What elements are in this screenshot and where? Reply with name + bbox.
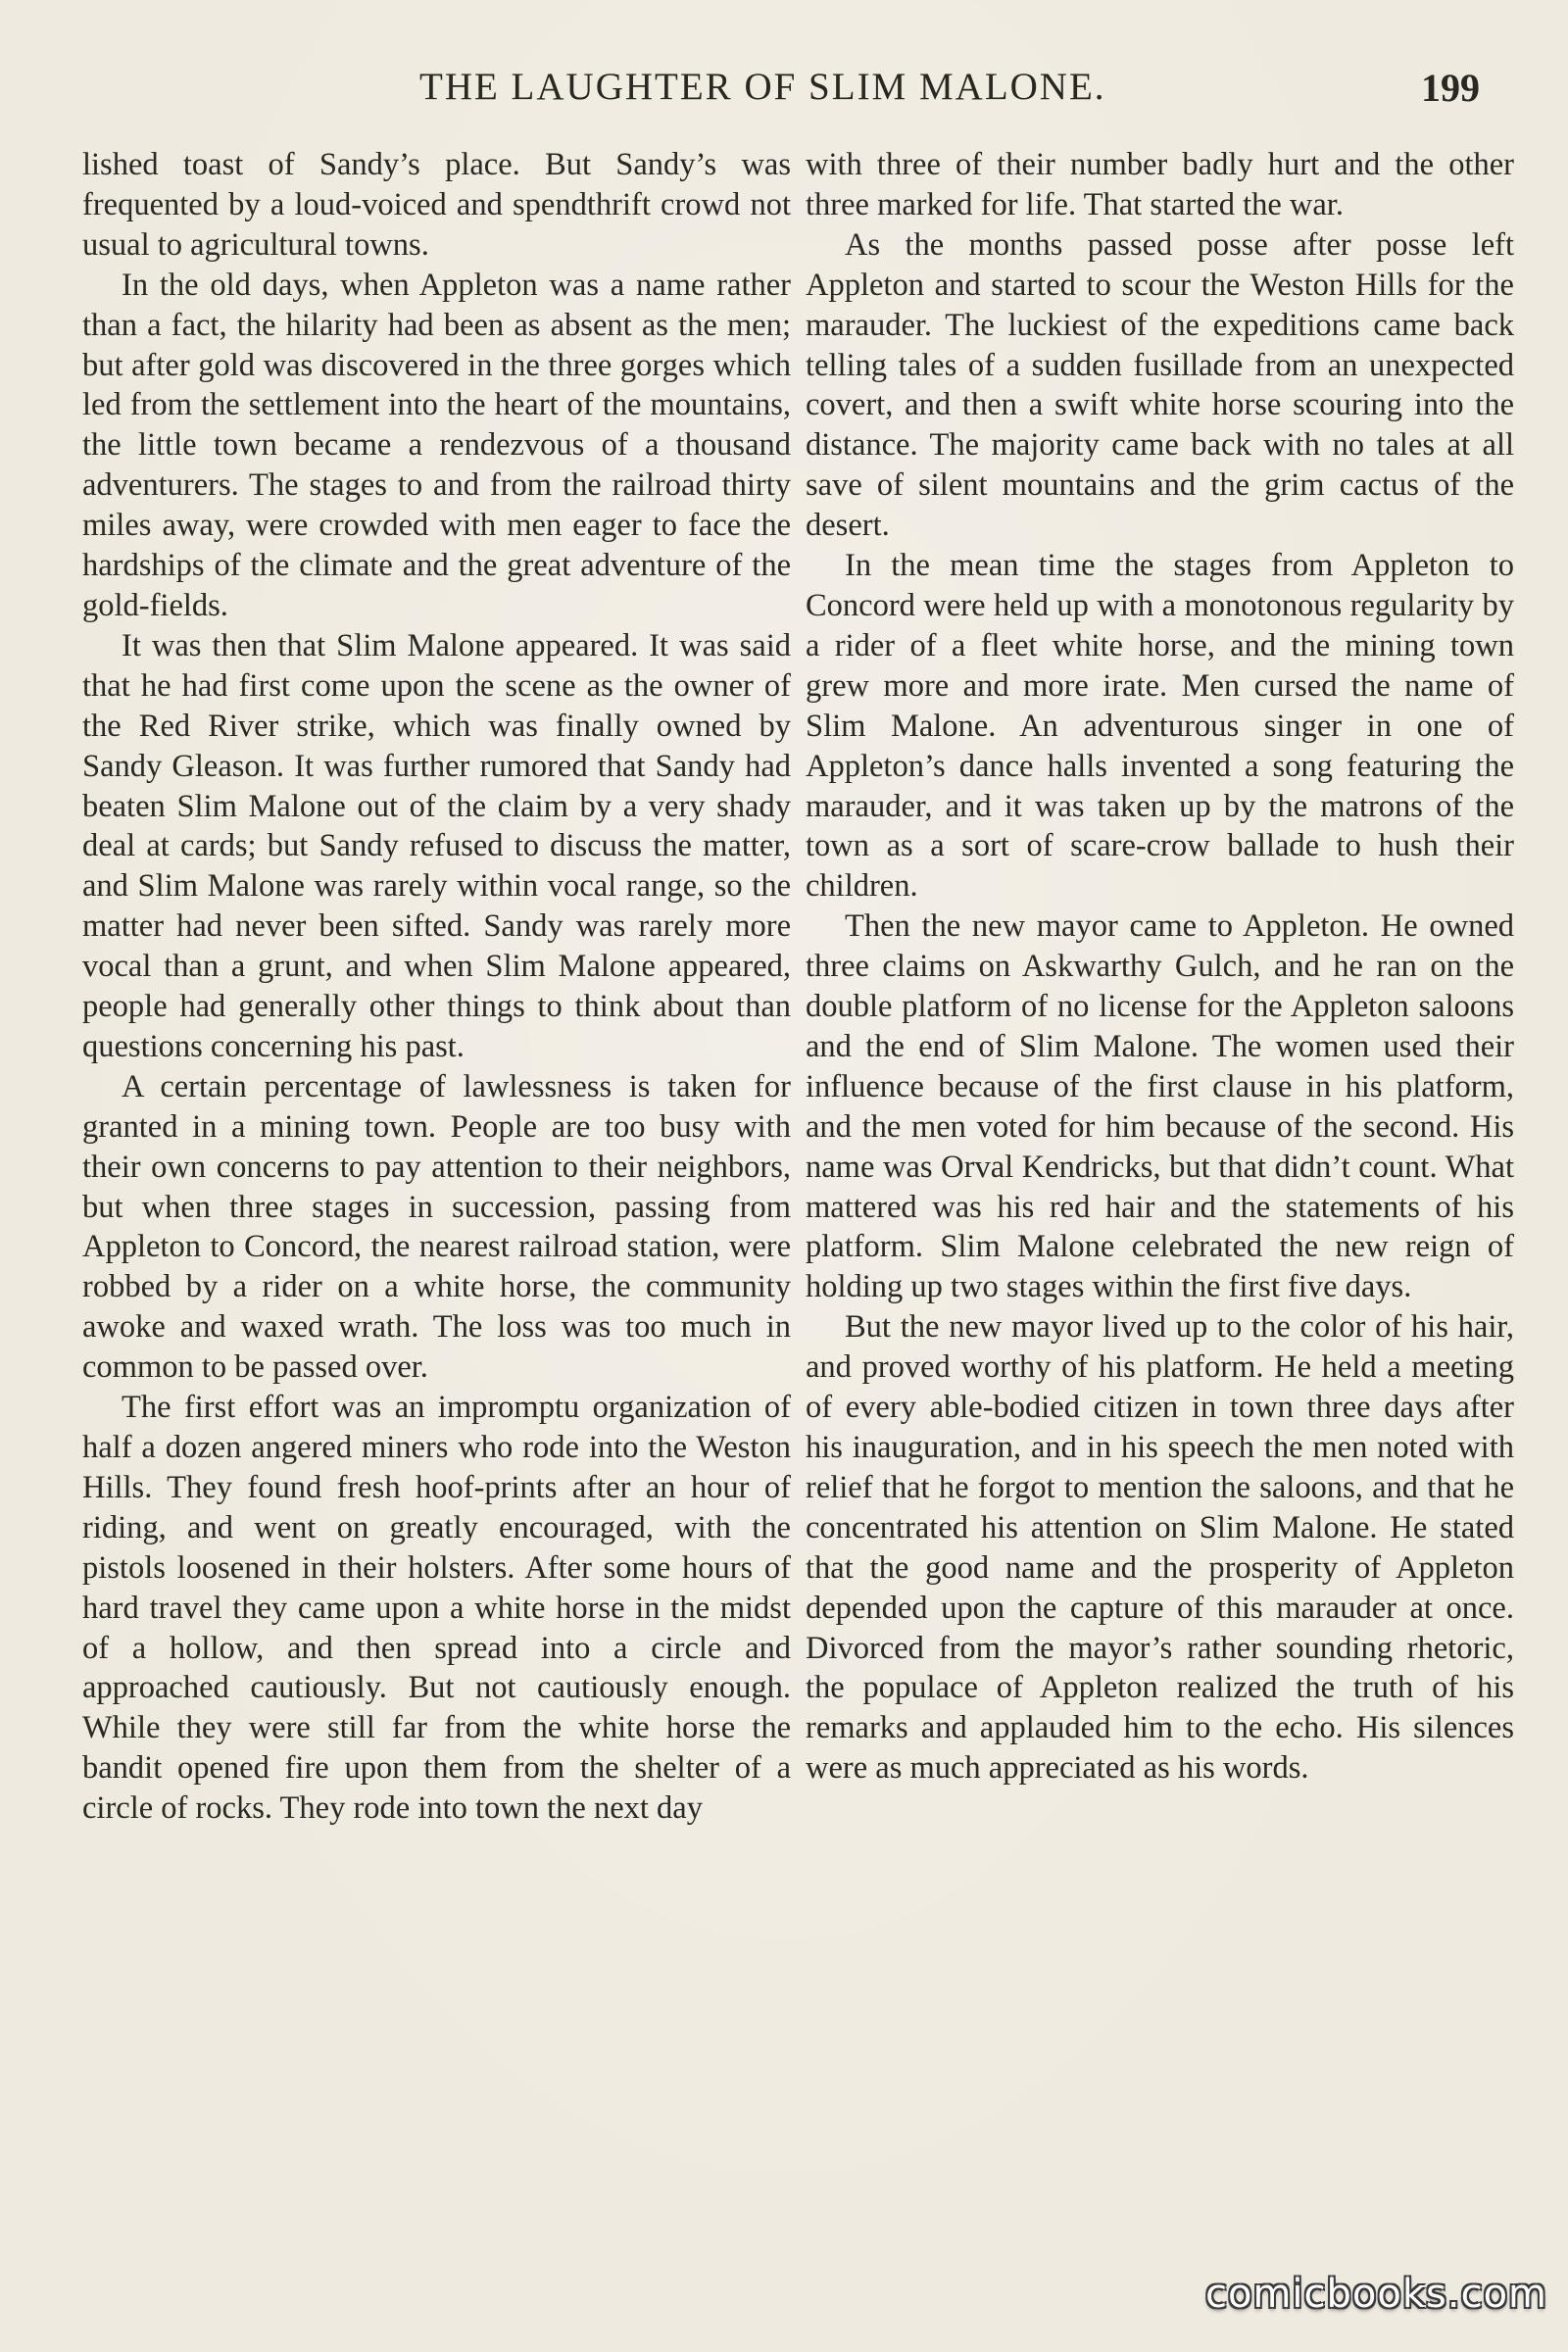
- right-column: [806, 145, 1514, 1788]
- paragraph: with three of their number badly hurt and the other three marked for life. That started the war.: [806, 147, 1514, 222]
- paragraph: The first effort was an impromptu organization of half a dozen angered miners who rode into the Weston Hills. They found fresh hoof-prints after an hour of riding, and went on greatly encouraged, with the pistols loosened in their holsters. After some hours of hard travel they came upon a white horse in the midst of a hollow, and then spread into a circle and approached cautiously. But not cautiously enough. While they were still far from the white horse the bandit opened fire upon them from the shelter of a circle of rocks. They rode into town the next day: [82, 1390, 791, 1827]
- left-column: [82, 145, 791, 1829]
- paragraph: lished toast of Sandy’s place. But Sandy’s was frequented by a loud-voiced and spendthrift crowd not usual to agricultural towns.: [82, 147, 791, 263]
- paragraph: A certain percentage of lawlessness is taken for granted in a mining town. People are too busy with their own concerns to pay attention to their neighbors, but when three stages in succession, passing from Appleton to Concord, the nearest railroad station, were robbed by a rider on a white horse, the community awoke and waxed wrath. The loss was too much in common to be passed over.: [82, 1068, 791, 1386]
- paragraph: Then the new mayor came to Appleton. He owned three claims on Askwarthy Gulch, and he ran on the double platform of no license for the Appleton saloons and the end of Slim Malone. The women used their influence because of the first clause in his platform, and the men voted for him because of the second. His name was Orval Kendricks, but that didn’t count. What mattered was his red hair and the statements of his platform. Slim Malone celebrated the new reign of holding up two stages within the first five days.: [806, 908, 1514, 1305]
- page-number: 199: [1421, 66, 1480, 110]
- running-head: [0, 65, 1568, 123]
- running-title: THE LAUGHTER OF SLIM MALONE.: [419, 66, 1106, 108]
- paragraph: But the new mayor lived up to the color of his hair, and proved worthy of his platform. He held a meeting of every able-bodied citizen in town three days after his inauguration, and in his speech the men noted with relief that he forgot to mention the saloons, and that he concentrated his attention on Slim Malone. He stated that the good name and the prosperity of Appleton depended upon the capture of this marauder at once. Divorced from the mayor’s rather sounding rhetoric, the populace of Appleton realized the truth of his remarks and applauded him to the echo. His silences were as much appreciated as his words.: [806, 1309, 1514, 1787]
- paragraph: In the mean time the stages from Appleton to Concord were held up with a monotonous regularity by a rider of a fleet white horse, and the mining town grew more and more irate. Men cursed the name of Slim Malone. An adventurous singer in one of Appleton’s dance halls invented a song featuring the marauder, and it was taken up by the matrons of the town as a sort of scare-crow ballade to hush their children.: [806, 548, 1514, 905]
- paragraph: In the old days, when Appleton was a name rather than a fact, the hilarity had been as absent as the men; but after gold was discovered in the three gorges which led from the settlement into the heart of the mountains, the little town became a rendezvous of a thousand adventurers. The stages to and from the railroad thirty miles away, were crowded with men eager to face the hardships of the climate and the great adventure of the gold-fields.: [82, 267, 791, 623]
- watermark-logo: comicbooks.com: [1205, 2272, 1548, 2317]
- paragraph: As the months passed posse after posse left Appleton and started to scour the Weston Hills for the marauder. The luckiest of the expeditions came back telling tales of a sudden fusillade from an unexpected covert, and then a swift white horse scouring into the distance. The majority came back with no tales at all save of silent mountains and the grim cactus of the desert.: [806, 226, 1514, 544]
- paragraph: It was then that Slim Malone appeared. It was said that he had first come upon the scene as the owner of the Red River strike, which was finally owned by Sandy Gleason. It was further rumored that Sandy had beaten Slim Malone out of the claim by a very shady deal at cards; but Sandy refused to discuss the matter, and Slim Malone was rarely within vocal range, so the matter had never been sifted. Sandy was rarely more vocal than a grunt, and when Slim Malone appeared, people had generally other things to think about than questions concerning his past.: [82, 627, 791, 1064]
